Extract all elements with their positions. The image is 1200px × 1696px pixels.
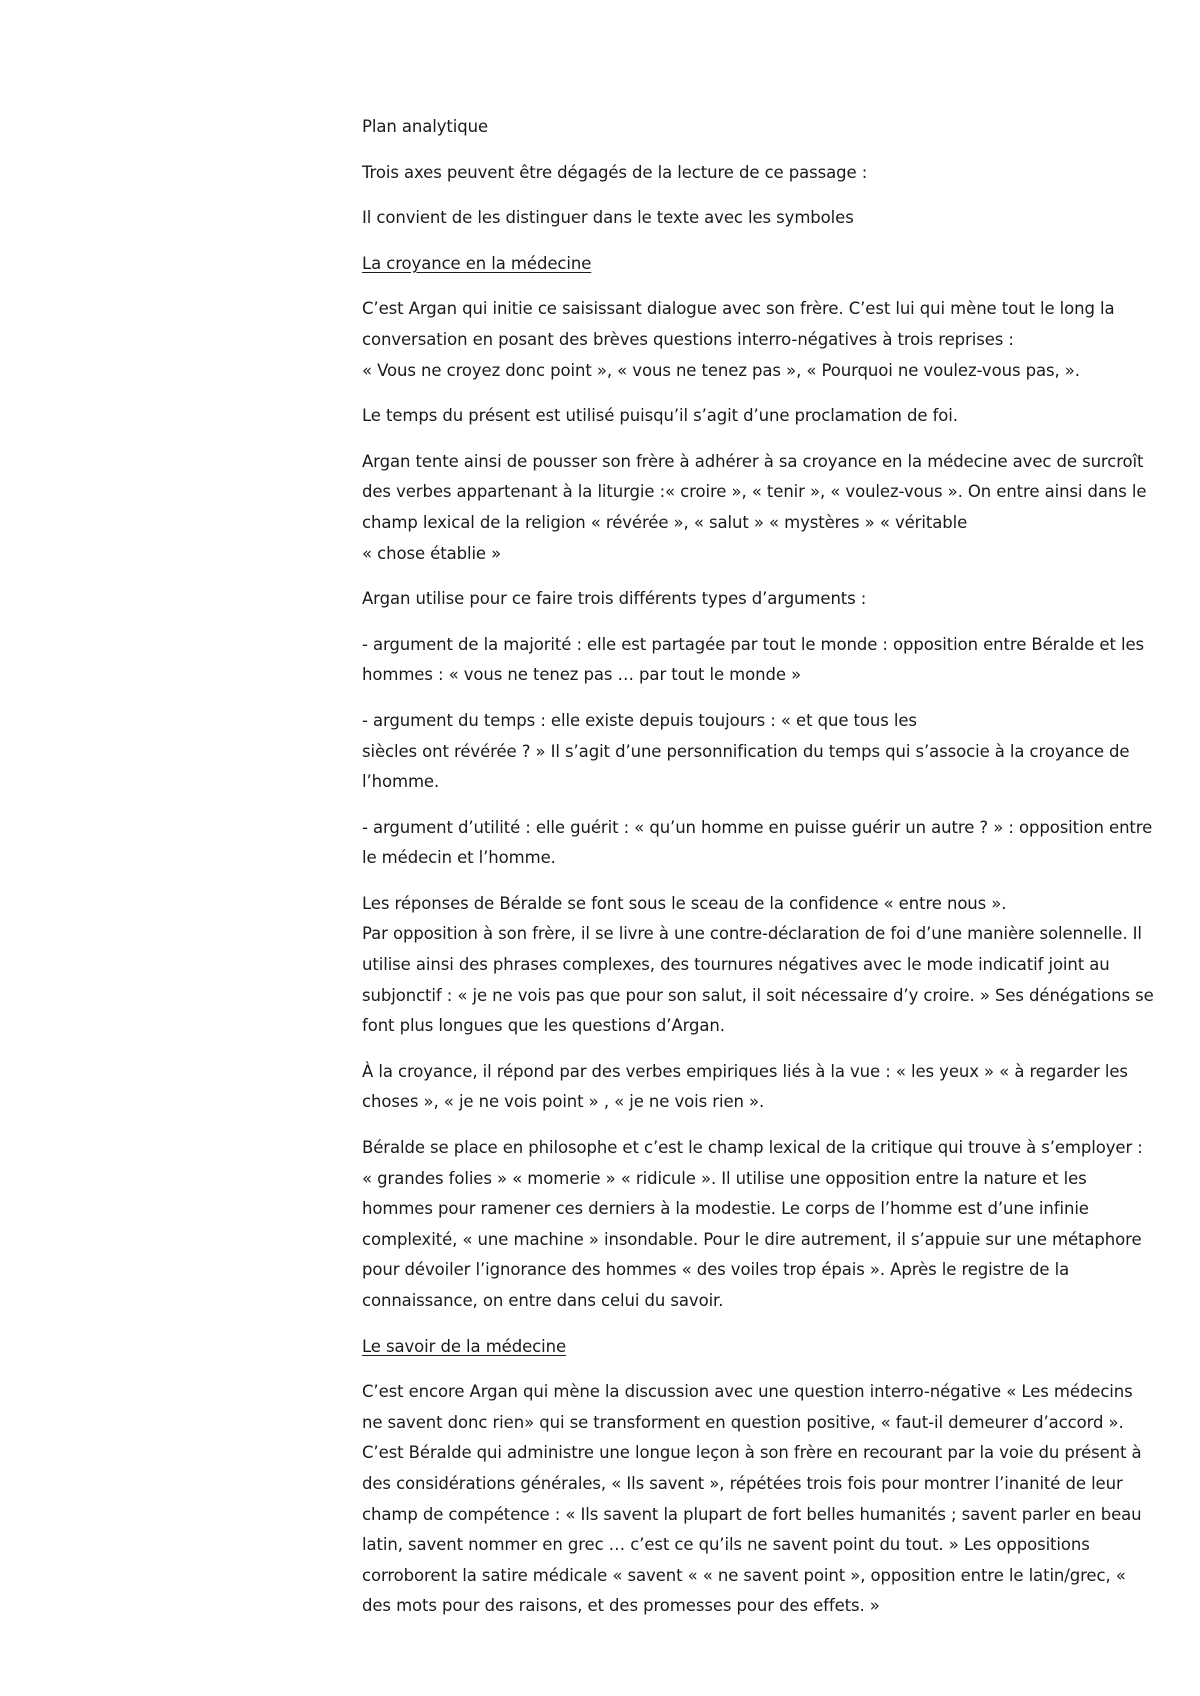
text-line: Les réponses de Béralde se font sous le sceau de la confidence « entre nous ». (362, 893, 1007, 913)
paragraph (362, 1057, 1154, 1118)
text-line: C’est Argan qui initie ce saisissant dialogue avec son frère. C’est lui qui mène tout le long la conversation en posant des brèves questions interro-négatives à trois reprises : (362, 299, 1115, 349)
paragraph (362, 889, 1154, 1042)
paragraph (362, 401, 1154, 432)
section-heading-croyance: La croyance en la médecine (362, 253, 592, 273)
paragraph (362, 294, 1154, 386)
paragraph (362, 447, 1154, 569)
text-line: Argan tente ainsi de pousser son frère à adhérer à sa croyance en la médecine avec de surcroît des verbes appartenant à la liturgie :« croire », « tenir », « voulez-vous ». On entre ainsi dans le champ lexical de la religion « révérée », « salut » « mystères » « véritable (362, 451, 1147, 532)
text-line: Le temps du présent est utilisé puisqu’il s’agit d’une proclamation de foi. (362, 406, 958, 426)
text-line: Argan utilise pour ce faire trois différents types d’arguments : (362, 589, 867, 609)
text-line: Par opposition à son frère, il se livre à une contre-déclaration de foi d’une manière solennelle. Il utilise ainsi des phrases complexes, des tournures négatives avec le mode indicatif joint au subjonctif : « je ne vois pas que pour son salut, il soit nécessaire d’y croire. » Ses dénégations se font plus longues que les questions d’Argan. (362, 924, 1154, 1036)
text-line: « chose établie » (362, 543, 502, 563)
section-heading-savoir: Le savoir de la médecine (362, 1336, 567, 1356)
paragraph (362, 584, 1154, 615)
intro-title: Plan analytique (362, 117, 489, 136)
document-page (362, 112, 1154, 1637)
paragraph (362, 1377, 1154, 1622)
text-line: C’est encore Argan qui mène la discussion avec une question interro-négative « Les médecins ne savent donc rien» qui se transforment en question positive, « faut-il demeurer d’accord ». C’est Béralde qui administre une longue leçon à son frère en recourant par la voie du présent à des considérations générales, « Ils savent », répétées trois fois pour montrer l’inanité de leur champ de compétence : « Ils savent la plupart de fort belles humanités ; savent parler en beau latin, savent nommer en grec … c’est ce qu’ils ne savent point du tout. » Les oppositions corroborent la satire médicale « savent « « ne savent point », opposition entre le latin/grec, « des mots pour des raisons, et des promesses pour des effets. » (362, 1382, 1142, 1616)
text-line: À la croyance, il répond par des verbes empiriques liés à la vue : « les yeux » « à regarder les choses », « je ne vois point » , « je ne vois rien ». (362, 1061, 1128, 1112)
text-line: - argument du temps : elle existe depuis toujours : « et que tous les (362, 710, 917, 730)
paragraph (362, 1133, 1154, 1317)
text-line: siècles ont révérée ? » Il s’agit d’une personnification du temps qui s’associe à la croyance de l’homme. (362, 741, 1130, 792)
text-line: - argument de la majorité : elle est partagée par tout le monde : opposition entre Béralde et les hommes : « vous ne tenez pas … par tout le monde » (362, 634, 1145, 685)
paragraph-argument-temps (362, 706, 1154, 798)
intro-line: Il convient de les distinguer dans le texte avec les symboles (362, 208, 854, 228)
text-line: « Vous ne croyez donc point », « vous ne tenez pas », « Pourquoi ne voulez-vous pas, ». (362, 360, 1080, 380)
intro-line: Trois axes peuvent être dégagés de la lecture de ce passage : (362, 162, 868, 182)
paragraph-argument-utilite (362, 813, 1154, 874)
text-line: - argument d’utilité : elle guérit : « qu’un homme en puisse guérir un autre ? » : opposition entre le médecin et l’homme. (362, 817, 1153, 868)
paragraph-argument-majorite (362, 630, 1154, 691)
text-line: Béralde se place en philosophe et c’est le champ lexical de la critique qui trouve à s’employer : « grandes folies » « momerie » « ridicule ». Il utilise une opposition entre la nature et les hommes pour ramener ces derniers à la modestie. Le corps de l’homme est d’une infinie complexité, « une machine » insondable. Pour le dire autrement, il s’appuie sur une métaphore pour dévoiler l’ignorance des hommes « des voiles trop épais ». Après le registre de la connaissance, on entre dans celui du savoir. (362, 1138, 1143, 1310)
